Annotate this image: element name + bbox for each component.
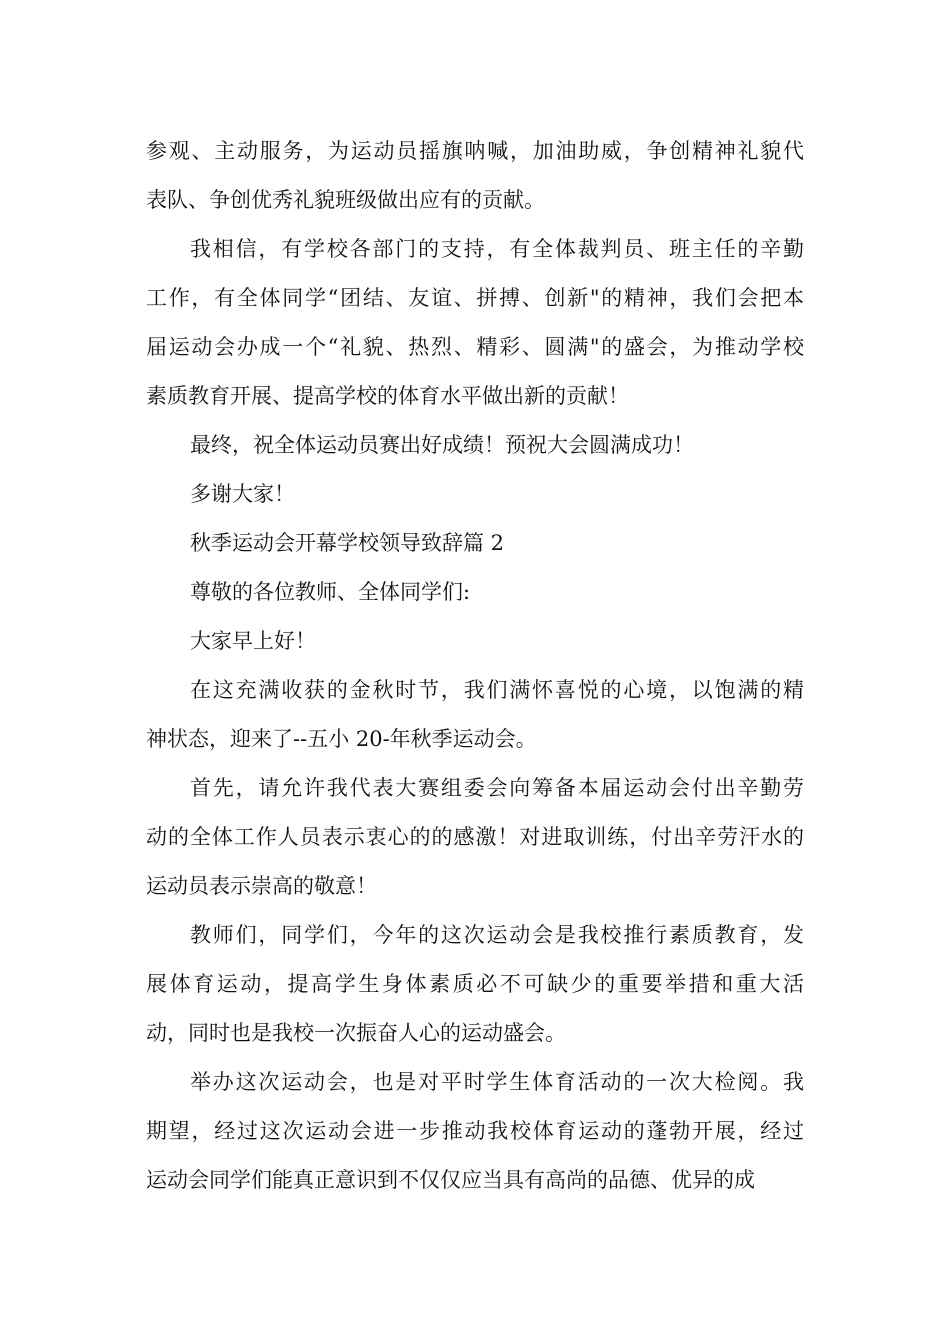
document-body xyxy=(146,127,804,1205)
paragraph xyxy=(146,470,804,519)
text-line: 参观、主动服务，为运动员摇旗呐喊，加油助威，争创精神礼貌代 xyxy=(146,139,804,163)
text-line: 届运动会办成一个“礼貌、热烈、精彩、圆满"的盛会，为推动学校 xyxy=(146,335,804,359)
paragraph xyxy=(146,1058,804,1205)
text-line: 展体育运动，提高学生身体素质必不可缺少的重要举措和重大活 xyxy=(146,972,804,996)
text-line: 大家早上好！ xyxy=(190,629,316,653)
paragraph xyxy=(146,911,804,1058)
text-line: 在这充满收获的金秋时节，我们满怀喜悦的心境，以饱满的精 xyxy=(190,678,804,702)
paragraph xyxy=(146,666,804,764)
text-line: 表队、争创优秀礼貌班级做出应有的贡献。 xyxy=(146,188,545,212)
paragraph xyxy=(146,764,804,911)
text-line: 运动员表示崇高的敬意！ xyxy=(146,874,377,898)
text-line: 运动会同学们能真正意识到不仅仅应当具有高尚的品德、优异的成 xyxy=(146,1168,755,1192)
text-line: 举办这次运动会，也是对平时学生体育活动的一次大检阅。我 xyxy=(190,1070,804,1094)
text-line: 多谢大家！ xyxy=(190,482,295,506)
text-line: 尊敬的各位教师、全体同学们: xyxy=(190,580,471,604)
text-line: 神状态，迎来了--五小 20-年秋季运动会。 xyxy=(146,727,537,751)
text-line: 秋季运动会开幕学校领导致辞篇 2 xyxy=(190,531,505,555)
text-line: 最终，祝全体运动员赛出好成绩！预祝大会圆满成功！ xyxy=(190,433,694,457)
text-line: 期望，经过这次运动会进一步推动我校体育运动的蓬勃开展，经过 xyxy=(146,1119,804,1143)
text-line: 教师们，同学们，今年的这次运动会是我校推行素质教育，发 xyxy=(190,923,804,947)
paragraph xyxy=(146,421,804,470)
paragraph xyxy=(146,617,804,666)
text-line: 我相信，有学校各部门的支持，有全体裁判员、班主任的辛勤 xyxy=(190,237,804,261)
paragraph xyxy=(146,519,804,568)
paragraph xyxy=(146,225,804,421)
text-line: 动，同时也是我校一次振奋人心的运动盛会。 xyxy=(146,1021,566,1045)
text-line: 首先，请允许我代表大赛组委会向筹备本届运动会付出辛勤劳 xyxy=(190,776,804,800)
document-page xyxy=(146,127,804,1205)
text-line: 动的全体工作人员表示衷心的的感激！对进取训练，付出辛劳汗水的 xyxy=(146,825,804,849)
text-line: 工作，有全体同学“团结、友谊、拼搏、创新"的精神，我们会把本 xyxy=(146,286,804,310)
text-line: 素质教育开展、提高学校的体育水平做出新的贡献！ xyxy=(146,384,629,408)
paragraph xyxy=(146,568,804,617)
paragraph xyxy=(146,127,804,225)
